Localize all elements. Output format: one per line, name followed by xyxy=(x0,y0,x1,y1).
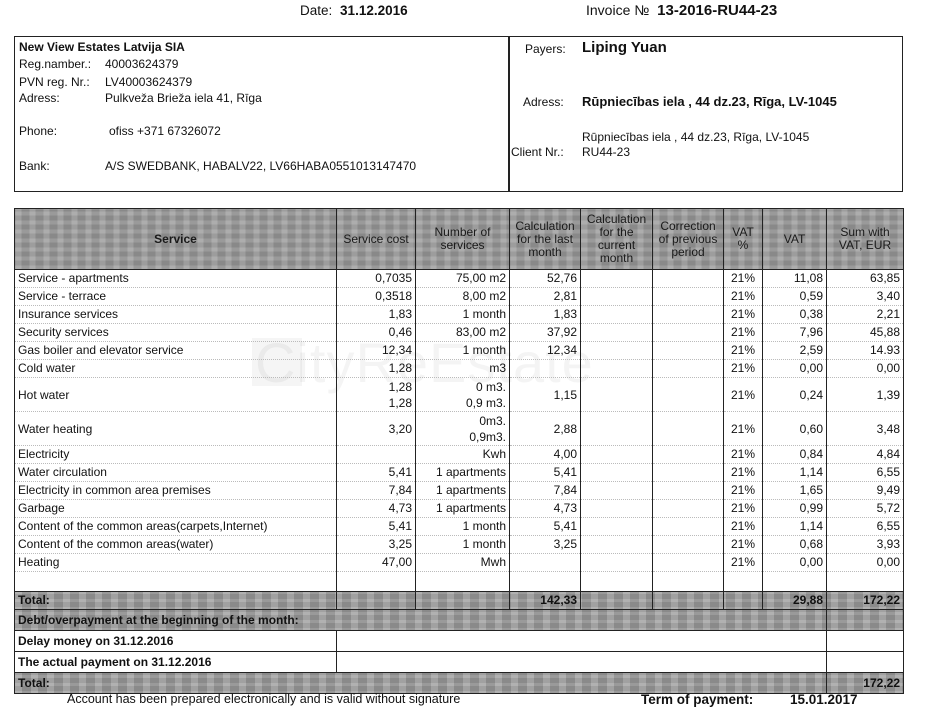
vat: 1,14 xyxy=(763,518,827,536)
vat-percent: 21% xyxy=(724,464,763,482)
col-calc-current-month: Calculation for the current month xyxy=(581,209,653,270)
calc-last: 3,25 xyxy=(510,536,581,554)
service-cost: 5,41 xyxy=(337,464,416,482)
vat-percent: 21% xyxy=(724,536,763,554)
blank-cell xyxy=(510,572,581,592)
actual-payment-value xyxy=(827,652,904,673)
grand-total-label: Total: xyxy=(15,673,827,694)
vat: 0,84 xyxy=(763,446,827,464)
service-qty xyxy=(416,412,510,446)
total-current xyxy=(581,592,653,610)
total-label: Total: xyxy=(15,592,337,610)
term-of-payment-value: 15.01.2017 xyxy=(790,692,858,707)
service-cost: 1,83 xyxy=(337,306,416,324)
date-label: Date: xyxy=(300,3,333,18)
vat: 0,24 xyxy=(763,378,827,412)
service-cost: 3,25 xyxy=(337,536,416,554)
vat: 0,00 xyxy=(763,360,827,378)
payers-label: Payers: xyxy=(525,42,566,56)
col-vat-percent: VAT % xyxy=(724,209,763,270)
service-qty-line-2: 0,9m3. xyxy=(469,429,506,444)
correction xyxy=(653,554,724,572)
sum: 3,93 xyxy=(827,536,904,554)
client-label: Client Nr.: xyxy=(511,145,564,159)
table-row xyxy=(15,324,904,342)
sum: 0,00 xyxy=(827,360,904,378)
vat: 0,38 xyxy=(763,306,827,324)
correction xyxy=(653,536,724,554)
grand-total-value: 172,22 xyxy=(827,673,904,694)
calc-current xyxy=(581,324,653,342)
sum: 45,88 xyxy=(827,324,904,342)
grand-total-row xyxy=(15,673,904,694)
service-name: Security services xyxy=(15,324,337,342)
bank-label: Bank: xyxy=(19,159,50,173)
calc-current xyxy=(581,554,653,572)
total-vat-percent xyxy=(724,592,763,610)
service-qty: 83,00 m2 xyxy=(416,324,510,342)
calc-last: 52,76 xyxy=(510,270,581,288)
sum: 63,85 xyxy=(827,270,904,288)
seller-address-label: Adress: xyxy=(19,91,60,105)
pvn-value: LV40003624379 xyxy=(105,75,193,89)
phone-value: ofiss +371 67326072 xyxy=(109,124,221,138)
service-name: Service - apartments xyxy=(15,270,337,288)
service-cost xyxy=(337,446,416,464)
service-qty-line-1: 0m3. xyxy=(479,413,506,428)
service-qty: 75,00 m2 xyxy=(416,270,510,288)
calc-current xyxy=(581,288,653,306)
blank-cell xyxy=(416,572,510,592)
invoice-number xyxy=(586,2,777,19)
sum: 2,21 xyxy=(827,306,904,324)
total-vat: 29,88 xyxy=(763,592,827,610)
service-cost: 1,28 xyxy=(337,360,416,378)
service-cost: 5,41 xyxy=(337,518,416,536)
vat: 0,00 xyxy=(763,554,827,572)
sum: 3,40 xyxy=(827,288,904,306)
col-correction: Correction of previous period xyxy=(653,209,724,270)
calc-last: 5,41 xyxy=(510,518,581,536)
service-qty: 8,00 m2 xyxy=(416,288,510,306)
correction xyxy=(653,446,724,464)
correction xyxy=(653,270,724,288)
vat: 11,08 xyxy=(763,270,827,288)
service-name: Heating xyxy=(15,554,337,572)
delay-filler xyxy=(337,631,827,652)
phone-label: Phone: xyxy=(19,124,58,138)
service-name: Water heating xyxy=(15,412,337,446)
actual-payment-label: The actual payment on 31.12.2016 xyxy=(15,652,337,673)
delay-value xyxy=(827,631,904,652)
vat: 0,59 xyxy=(763,288,827,306)
sum: 6,55 xyxy=(827,464,904,482)
services-table xyxy=(14,208,903,694)
col-calc-last-month: Calculation for the last month xyxy=(510,209,581,270)
service-name: Water circulation xyxy=(15,464,337,482)
correction xyxy=(653,360,724,378)
correction xyxy=(653,518,724,536)
service-name: Content of the common areas(carpets,Internet) xyxy=(15,518,337,536)
calc-last: 1,15 xyxy=(510,378,581,412)
delay-label: Delay money on 31.12.2016 xyxy=(15,631,337,652)
buyer-info xyxy=(508,36,903,192)
service-qty: Kwh xyxy=(416,446,510,464)
pvn-label: PVN reg. Nr.: xyxy=(19,75,90,89)
total-sum: 172,22 xyxy=(827,592,904,610)
service-cost: 7,84 xyxy=(337,482,416,500)
service-qty: 1 month xyxy=(416,306,510,324)
sum: 9,49 xyxy=(827,482,904,500)
table-row xyxy=(15,464,904,482)
actual-payment-row xyxy=(15,652,904,673)
col-number-of-services: Number of services xyxy=(416,209,510,270)
calc-current xyxy=(581,464,653,482)
calc-current xyxy=(581,536,653,554)
vat: 0,68 xyxy=(763,536,827,554)
debt-value xyxy=(827,610,904,631)
sum: 4,84 xyxy=(827,446,904,464)
service-cost-line-2: 1,28 xyxy=(388,395,412,410)
table-row xyxy=(15,378,904,412)
table-row xyxy=(15,270,904,288)
calc-current xyxy=(581,360,653,378)
vat-percent: 21% xyxy=(724,270,763,288)
blank-cell xyxy=(724,572,763,592)
service-cost: 0,7035 xyxy=(337,270,416,288)
vat-percent: 21% xyxy=(724,288,763,306)
calc-current xyxy=(581,412,653,446)
reg-value: 40003624379 xyxy=(105,57,179,71)
correction xyxy=(653,288,724,306)
reg-label: Reg.namber.: xyxy=(19,57,92,71)
service-qty-line-1: 0 m3. xyxy=(475,379,506,394)
correction xyxy=(653,412,724,446)
calc-current xyxy=(581,270,653,288)
blank-cell xyxy=(653,572,724,592)
table-row xyxy=(15,518,904,536)
table-row-blank xyxy=(15,572,904,592)
sum: 5,72 xyxy=(827,500,904,518)
calc-current xyxy=(581,342,653,360)
sum: 6,55 xyxy=(827,518,904,536)
vat-percent: 21% xyxy=(724,446,763,464)
sum: 3,48 xyxy=(827,412,904,446)
sum: 14.93 xyxy=(827,342,904,360)
table-row xyxy=(15,500,904,518)
service-qty: 1 month xyxy=(416,342,510,360)
calc-last: 7,84 xyxy=(510,482,581,500)
payers-value: Liping Yuan xyxy=(582,39,667,56)
blank-cell xyxy=(337,572,416,592)
footer-note: Account has been prepared electronically and is valid without signature xyxy=(67,692,461,706)
vat: 2,59 xyxy=(763,342,827,360)
vat: 7,96 xyxy=(763,324,827,342)
debt-label: Debt/overpayment at the beginning of the month: xyxy=(15,610,827,631)
total-correction xyxy=(653,592,724,610)
col-service-cost: Service cost xyxy=(337,209,416,270)
vat-percent: 21% xyxy=(724,500,763,518)
service-qty: m3 xyxy=(416,360,510,378)
blank-cell xyxy=(15,572,337,592)
service-cost: 4,73 xyxy=(337,500,416,518)
blank-cell xyxy=(827,572,904,592)
correction xyxy=(653,464,724,482)
vat-percent: 21% xyxy=(724,360,763,378)
service-cost: 3,20 xyxy=(337,412,416,446)
total-qty xyxy=(416,592,510,610)
sum: 1,39 xyxy=(827,378,904,412)
col-sum-with-vat: Sum with VAT, EUR xyxy=(827,209,904,270)
table-row xyxy=(15,412,904,446)
sum: 0,00 xyxy=(827,554,904,572)
total-cost xyxy=(337,592,416,610)
client-value: RU44-23 xyxy=(582,145,631,159)
correction xyxy=(653,378,724,412)
col-vat: VAT xyxy=(763,209,827,270)
vat-percent: 21% xyxy=(724,554,763,572)
blank-cell xyxy=(581,572,653,592)
vat-percent: 21% xyxy=(724,412,763,446)
calc-last xyxy=(510,554,581,572)
col-service: Service xyxy=(15,209,337,270)
vat: 1,14 xyxy=(763,464,827,482)
correction xyxy=(653,500,724,518)
vat-percent: 21% xyxy=(724,378,763,412)
service-qty: 1 apartments xyxy=(416,500,510,518)
invoice-number-value: 13-2016-RU44-23 xyxy=(657,2,778,19)
table-row xyxy=(15,288,904,306)
calc-current xyxy=(581,306,653,324)
buyer-address-value: Rūpniecības iela , 44 dz.23, Rīga, LV-1045 xyxy=(582,94,837,109)
vat-percent: 21% xyxy=(724,306,763,324)
calc-current xyxy=(581,518,653,536)
correction xyxy=(653,342,724,360)
table-row xyxy=(15,306,904,324)
debt-row xyxy=(15,610,904,631)
vat: 0,60 xyxy=(763,412,827,446)
table-row xyxy=(15,536,904,554)
table-row xyxy=(15,446,904,464)
service-cost xyxy=(337,378,416,412)
buyer-address-label: Adress: xyxy=(523,95,564,109)
date-value: 31.12.2016 xyxy=(340,3,408,18)
service-qty: 1 month xyxy=(416,518,510,536)
service-qty: Mwh xyxy=(416,554,510,572)
delay-row xyxy=(15,631,904,652)
service-cost-line-1: 1,28 xyxy=(388,379,412,394)
service-name: Insurance services xyxy=(15,306,337,324)
calc-current xyxy=(581,378,653,412)
service-name: Electricity in common area premises xyxy=(15,482,337,500)
service-name: Hot water xyxy=(15,378,337,412)
vat: 0,99 xyxy=(763,500,827,518)
service-qty-line-2: 0,9 m3. xyxy=(465,395,506,410)
total-last: 142,33 xyxy=(510,592,581,610)
calc-last: 4,00 xyxy=(510,446,581,464)
service-name: Garbage xyxy=(15,500,337,518)
service-cost: 0,3518 xyxy=(337,288,416,306)
vat: 1,65 xyxy=(763,482,827,500)
vat-percent: 21% xyxy=(724,518,763,536)
calc-last: 2,88 xyxy=(510,412,581,446)
calc-last: 1,83 xyxy=(510,306,581,324)
table-row xyxy=(15,554,904,572)
correction xyxy=(653,482,724,500)
service-cost: 47,00 xyxy=(337,554,416,572)
total-row xyxy=(15,592,904,610)
table-row xyxy=(15,482,904,500)
calc-last: 12,34 xyxy=(510,342,581,360)
correction xyxy=(653,324,724,342)
table-header xyxy=(15,209,904,270)
seller-name: New View Estates Latvija SIA xyxy=(19,40,185,54)
service-qty: 1 month xyxy=(416,536,510,554)
table-row xyxy=(15,360,904,378)
blank-cell xyxy=(763,572,827,592)
invoice-date xyxy=(300,3,408,18)
service-name: Content of the common areas(water) xyxy=(15,536,337,554)
service-name: Cold water xyxy=(15,360,337,378)
service-qty: 1 apartments xyxy=(416,464,510,482)
buyer-address-secondary: Rūpniecības iela , 44 dz.23, Rīga, LV-1045 xyxy=(582,130,810,144)
table-row xyxy=(15,342,904,360)
term-of-payment-label: Term of payment: xyxy=(641,692,754,707)
seller-info xyxy=(14,36,510,192)
calc-current xyxy=(581,482,653,500)
service-name: Electricity xyxy=(15,446,337,464)
calc-last: 37,92 xyxy=(510,324,581,342)
invoice-label: Invoice № xyxy=(586,2,650,18)
vat-percent: 21% xyxy=(724,342,763,360)
calc-current xyxy=(581,500,653,518)
actual-payment-filler xyxy=(337,652,827,673)
service-qty xyxy=(416,378,510,412)
correction xyxy=(653,306,724,324)
service-cost: 12,34 xyxy=(337,342,416,360)
calc-last: 4,73 xyxy=(510,500,581,518)
bank-value: A/S SWEDBANK, HABALV22, LV66HABA0551013147470 xyxy=(105,159,417,173)
vat-percent: 21% xyxy=(724,482,763,500)
service-cost: 0,46 xyxy=(337,324,416,342)
service-name: Service - terrace xyxy=(15,288,337,306)
calc-last: 5,41 xyxy=(510,464,581,482)
vat-percent: 21% xyxy=(724,324,763,342)
calc-current xyxy=(581,446,653,464)
service-qty: 1 apartments xyxy=(416,482,510,500)
service-name: Gas boiler and elevator service xyxy=(15,342,337,360)
seller-address-value: Pulkveža Brieža iela 41, Rīga xyxy=(105,91,262,105)
calc-last xyxy=(510,360,581,378)
calc-last: 2,81 xyxy=(510,288,581,306)
